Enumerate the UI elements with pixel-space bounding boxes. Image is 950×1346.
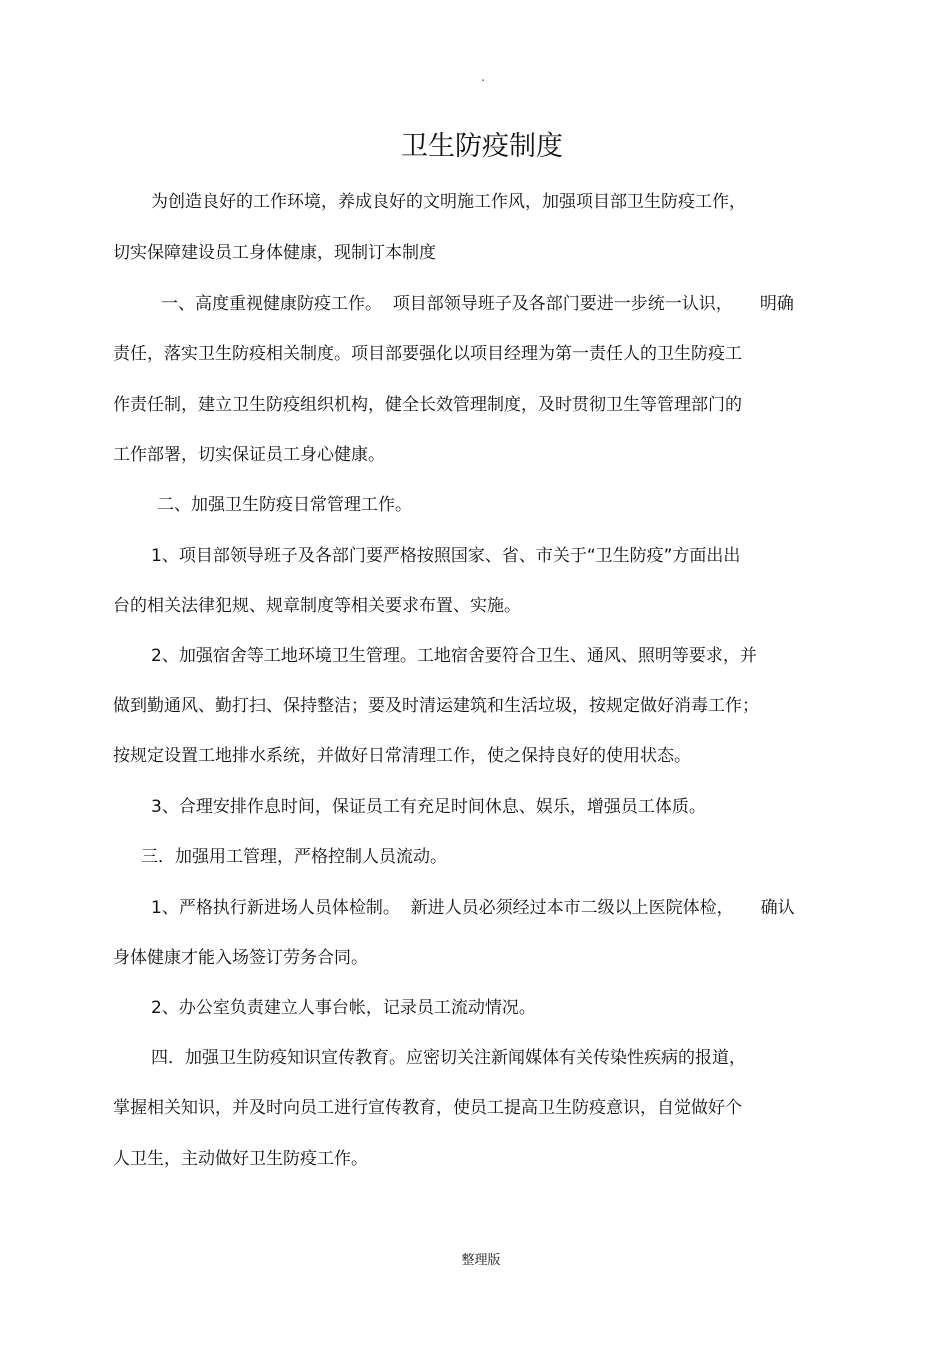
document-title: 卫生防疫制度 <box>401 131 563 162</box>
text-line: 身体健康才能入场签订劳务合同。 <box>113 948 368 968</box>
text-line: 2、办公室负责建立人事台帐，记录员工流动情况。 <box>151 998 536 1018</box>
text-line: 工作部署，切实保证员工身心健康。 <box>113 445 385 465</box>
text-line: 按规定设置工地排水系统，并做好日常清理工作，使之保持良好的使用状态。 <box>113 746 691 766</box>
text-line: 台的相关法律犯规、规章制度等相关要求布置、实施。 <box>113 596 521 616</box>
text-line: 责任，落实卫生防疫相关制度。项目部要强化以项目经理为第一责任人的卫生防疫工 <box>113 344 742 364</box>
text-line: 为创造良好的工作环境，养成良好的文明施工作风，加强项目部卫生防疫工作， <box>151 192 746 212</box>
text-line: 切实保障建设员工身体健康，现制订本制度 <box>113 243 436 263</box>
text-line: 三．加强用工管理，严格控制人员流动。 <box>141 847 447 867</box>
text-line: 二、加强卫生防疫日常管理工作。 <box>157 495 412 515</box>
text-line: 2、加强宿舍等工地环境卫生管理。工地宿舍要符合卫生、通风、照明等要求，并 <box>151 646 757 666</box>
page-footer: 整理版 <box>461 1253 501 1268</box>
text-line: 1、项目部领导班子及各部门要严格按照国家、省、市关于“卫生防疫”方面出出 <box>151 546 741 566</box>
text-line: 掌握相关知识，并及时向员工进行宣传教育，使员工提高卫生防疫意识，自觉做好个 <box>113 1098 742 1118</box>
text-line: 1、严格执行新进场人员体检制。 新进人员必须经过本市二级以上医院体检， 确认 <box>151 898 795 918</box>
text-line: 一、高度重视健康防疫工作。 项目部领导班子及各部门要进一步统一认识， 明确 <box>161 294 794 314</box>
text-line: 3、合理安排作息时间，保证员工有充足时间休息、娱乐，增强员工体质。 <box>151 797 706 817</box>
text-line: 人卫生，主动做好卫生防疫工作。 <box>113 1149 368 1169</box>
text-line: 作责任制，建立卫生防疫组织机构，健全长效管理制度，及时贯彻卫生等管理部门的 <box>113 395 742 415</box>
text-line: 四．加强卫生防疫知识宣传教育。应密切关注新闻媒体有关传染性疾病的报道， <box>151 1048 746 1068</box>
header-mark: . <box>481 70 485 84</box>
text-line: 做到勤通风、勤打扫、保持整洁；要及时清运建筑和生活垃圾，按规定做好消毒工作； <box>113 696 759 716</box>
